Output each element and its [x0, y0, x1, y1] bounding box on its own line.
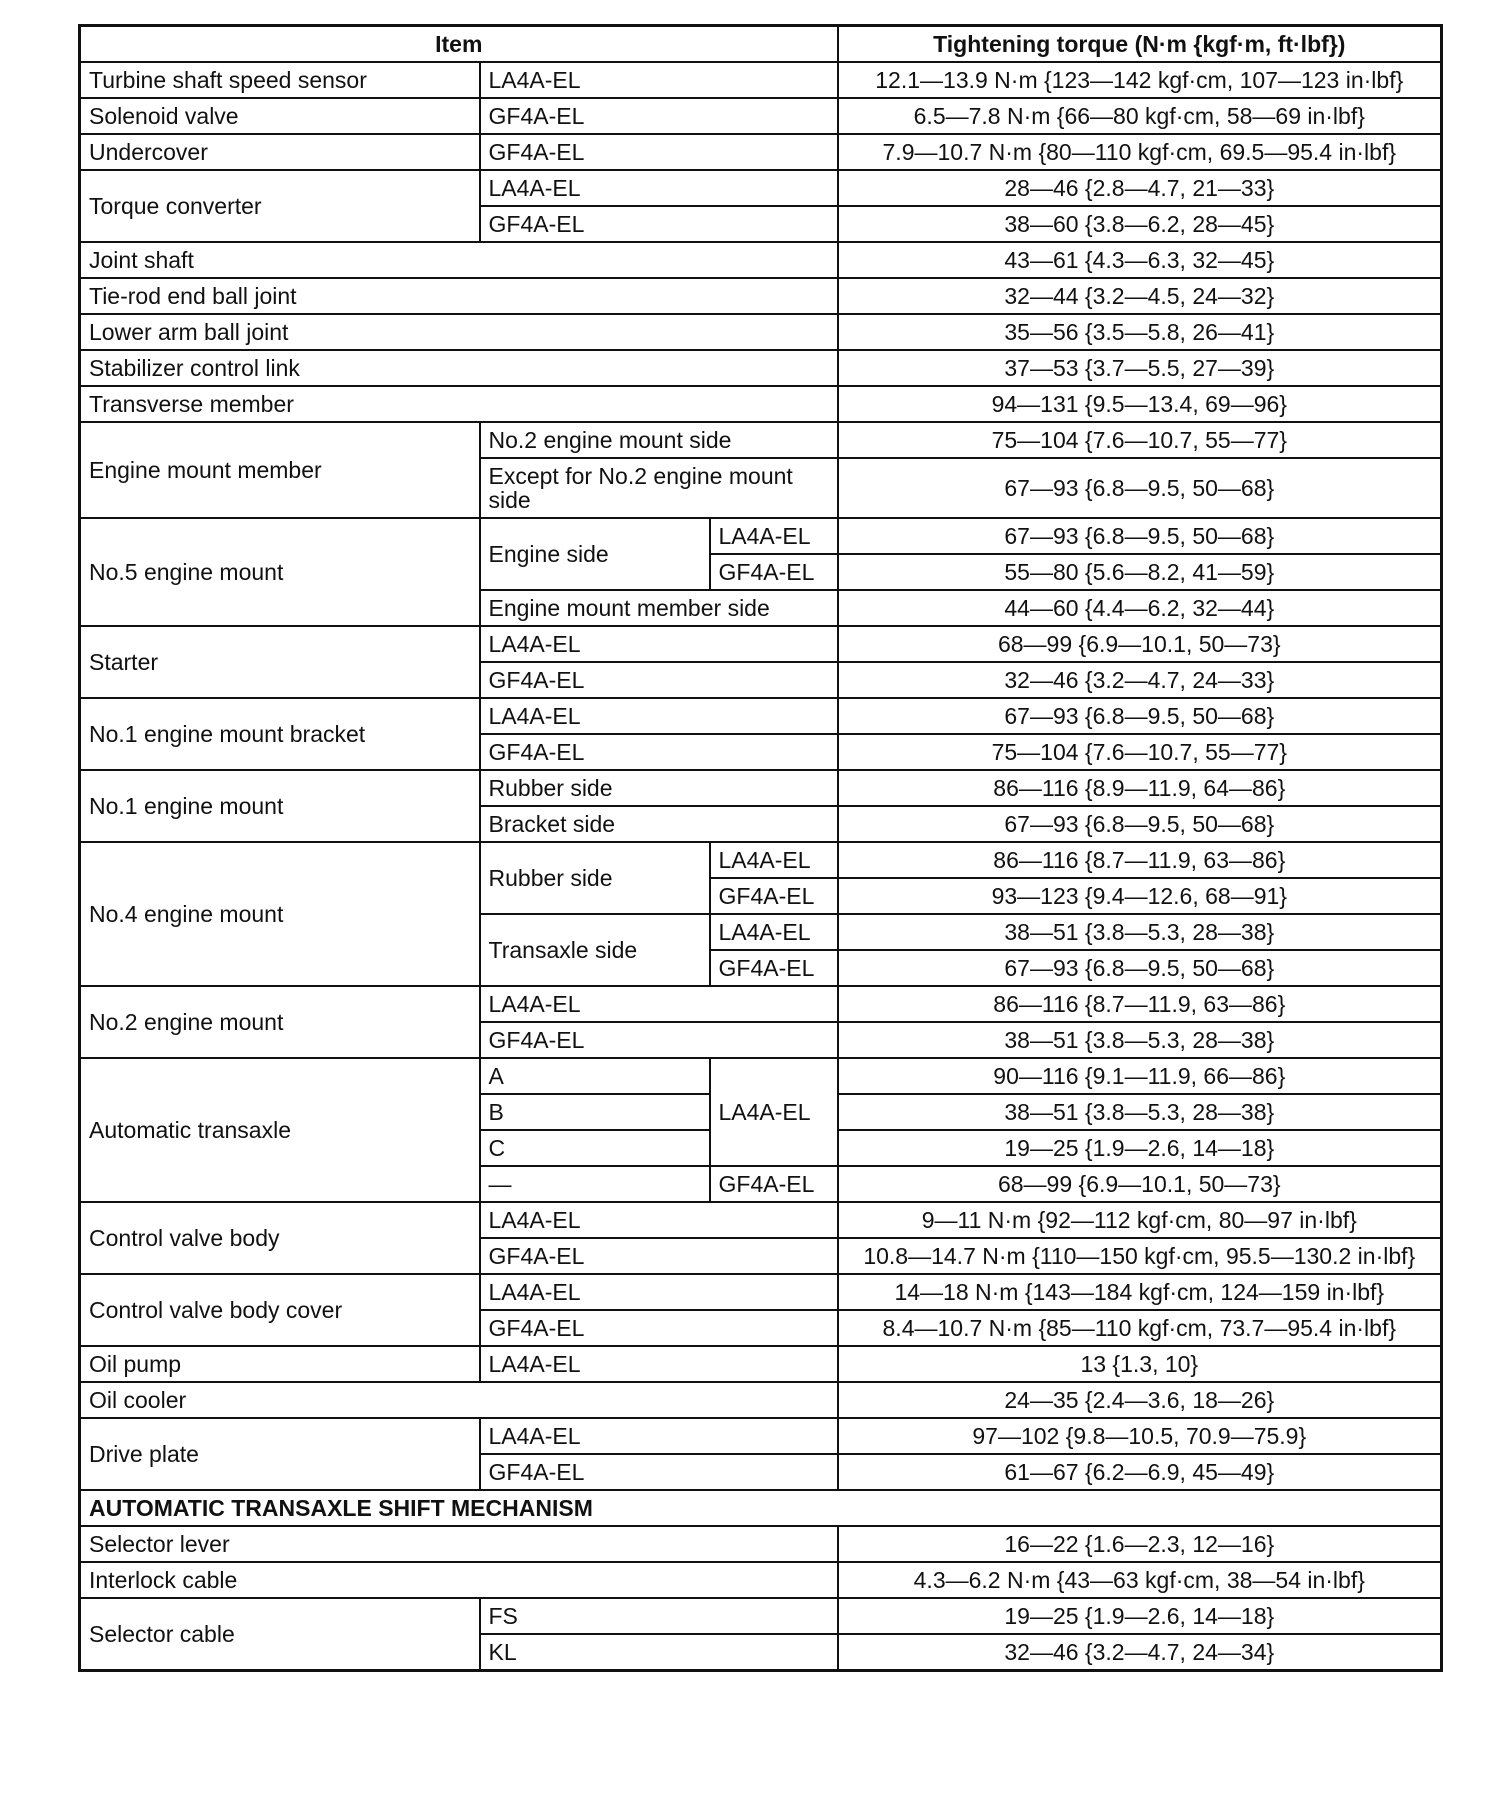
torque-value: 4.3—6.2 N·m {43—63 kgf·cm, 38—54 in·lbf}: [838, 1562, 1442, 1598]
torque-value: 16—22 {1.6—2.3, 12—16}: [838, 1526, 1442, 1562]
section-heading: AUTOMATIC TRANSAXLE SHIFT MECHANISM: [80, 1490, 1442, 1526]
torque-value: 32—44 {3.2—4.5, 24—32}: [838, 278, 1442, 314]
model-cell: GF4A-EL: [480, 734, 838, 770]
torque-value: 35—56 {3.5—5.8, 26—41}: [838, 314, 1442, 350]
model-cell: LA4A-EL: [480, 698, 838, 734]
torque-value: 75—104 {7.6—10.7, 55—77}: [838, 422, 1442, 458]
table-row: [80, 134, 1442, 170]
table-row: [80, 698, 1442, 734]
torque-value: 28—46 {2.8—4.7, 21—33}: [838, 170, 1442, 206]
table-row: [80, 1598, 1442, 1634]
model-cell: GF4A-EL: [480, 1310, 838, 1346]
item-cell: Tie-rod end ball joint: [80, 278, 838, 314]
model-cell: GF4A-EL: [480, 1238, 838, 1274]
table-row: [80, 842, 1442, 878]
model-cell: GF4A-EL: [480, 662, 838, 698]
table-row: [80, 1562, 1442, 1598]
model-cell: LA4A-EL: [480, 626, 838, 662]
table-row: [80, 1202, 1442, 1238]
item-cell: Undercover: [80, 134, 480, 170]
model-cell: LA4A-EL: [480, 1418, 838, 1454]
model-cell: LA4A-EL: [480, 1346, 838, 1382]
item-cell: No.4 engine mount: [80, 842, 480, 986]
torque-value: 38—51 {3.8—5.3, 28—38}: [838, 1022, 1442, 1058]
item-cell: Lower arm ball joint: [80, 314, 838, 350]
part-cell: Engine side: [480, 518, 710, 590]
torque-value: 44—60 {4.4—6.2, 32—44}: [838, 590, 1442, 626]
table-row: [80, 422, 1442, 458]
section-row: [80, 1490, 1442, 1526]
torque-value: 93—123 {9.4—12.6, 68—91}: [838, 878, 1442, 914]
model-cell: KL: [480, 1634, 838, 1671]
torque-value: 67—93 {6.8—9.5, 50—68}: [838, 518, 1442, 554]
table-header-row: [80, 26, 1442, 63]
torque-value: 61—67 {6.2—6.9, 45—49}: [838, 1454, 1442, 1490]
table-row: [80, 1382, 1442, 1418]
model-cell: GF4A-EL: [710, 1166, 838, 1202]
table-row: [80, 518, 1442, 554]
item-cell: No.2 engine mount: [80, 986, 480, 1058]
model-cell: LA4A-EL: [480, 986, 838, 1022]
item-cell: Control valve body cover: [80, 1274, 480, 1346]
torque-value: 90—116 {9.1—11.9, 66—86}: [838, 1058, 1442, 1094]
table-row: [80, 1274, 1442, 1310]
torque-value: 37—53 {3.7—5.5, 27—39}: [838, 350, 1442, 386]
table-row: [80, 386, 1442, 422]
torque-value: 97—102 {9.8—10.5, 70.9—75.9}: [838, 1418, 1442, 1454]
model-cell: LA4A-EL: [710, 518, 838, 554]
torque-value: 67—93 {6.8—9.5, 50—68}: [838, 806, 1442, 842]
part-cell: Except for No.2 engine mount side: [480, 458, 838, 518]
torque-table-sheet: [78, 24, 1440, 1672]
part-cell: Engine mount member side: [480, 590, 838, 626]
torque-value: 32—46 {3.2—4.7, 24—33}: [838, 662, 1442, 698]
model-cell: LA4A-EL: [480, 170, 838, 206]
torque-value: 43—61 {4.3—6.3, 32—45}: [838, 242, 1442, 278]
item-cell: Transverse member: [80, 386, 838, 422]
item-cell: Starter: [80, 626, 480, 698]
model-cell: LA4A-EL: [710, 1058, 838, 1166]
model-cell: GF4A-EL: [710, 878, 838, 914]
model-cell: GF4A-EL: [480, 1022, 838, 1058]
torque-value: 14—18 N·m {143—184 kgf·cm, 124—159 in·lbf}: [838, 1274, 1442, 1310]
part-cell: Rubber side: [480, 842, 710, 914]
torque-value: 67—93 {6.8—9.5, 50—68}: [838, 950, 1442, 986]
model-cell: LA4A-EL: [480, 1202, 838, 1238]
table-row: [80, 98, 1442, 134]
model-cell: GF4A-EL: [480, 98, 838, 134]
torque-value: 38—51 {3.8—5.3, 28—38}: [838, 914, 1442, 950]
model-cell: GF4A-EL: [480, 206, 838, 242]
model-cell: LA4A-EL: [480, 1274, 838, 1310]
item-cell: Automatic transaxle: [80, 1058, 480, 1202]
table-row: [80, 986, 1442, 1022]
torque-value: 8.4—10.7 N·m {85—110 kgf·cm, 73.7—95.4 in·lbf}: [838, 1310, 1442, 1346]
table-row: [80, 242, 1442, 278]
item-cell: Solenoid valve: [80, 98, 480, 134]
model-cell: LA4A-EL: [710, 842, 838, 878]
torque-value: 94—131 {9.5—13.4, 69—96}: [838, 386, 1442, 422]
item-cell: No.1 engine mount bracket: [80, 698, 480, 770]
torque-value: 75—104 {7.6—10.7, 55—77}: [838, 734, 1442, 770]
item-cell: Selector cable: [80, 1598, 480, 1671]
part-cell: A: [480, 1058, 710, 1094]
table-row: [80, 170, 1442, 206]
torque-value: 10.8—14.7 N·m {110—150 kgf·cm, 95.5—130.2 in·lbf}: [838, 1238, 1442, 1274]
torque-table: [78, 24, 1443, 1672]
torque-value: 86—116 {8.7—11.9, 63—86}: [838, 842, 1442, 878]
part-cell: Transaxle side: [480, 914, 710, 986]
table-row: [80, 626, 1442, 662]
table-row: [80, 350, 1442, 386]
table-row: [80, 1058, 1442, 1094]
model-cell: GF4A-EL: [480, 1454, 838, 1490]
model-cell: GF4A-EL: [710, 950, 838, 986]
table-row: [80, 1526, 1442, 1562]
table-row: [80, 62, 1442, 98]
part-cell: Bracket side: [480, 806, 838, 842]
item-cell: Engine mount member: [80, 422, 480, 518]
item-cell: Control valve body: [80, 1202, 480, 1274]
item-cell: Interlock cable: [80, 1562, 838, 1598]
torque-value: 38—60 {3.8—6.2, 28—45}: [838, 206, 1442, 242]
header-item: Item: [80, 26, 838, 63]
model-cell: LA4A-EL: [480, 62, 838, 98]
item-cell: Oil cooler: [80, 1382, 838, 1418]
torque-value: 7.9—10.7 N·m {80—110 kgf·cm, 69.5—95.4 in·lbf}: [838, 134, 1442, 170]
part-cell: Rubber side: [480, 770, 838, 806]
model-cell: FS: [480, 1598, 838, 1634]
table-row: [80, 1418, 1442, 1454]
table-row: [80, 278, 1442, 314]
table-row: [80, 1346, 1442, 1382]
item-cell: Joint shaft: [80, 242, 838, 278]
part-cell: C: [480, 1130, 710, 1166]
torque-value: 68—99 {6.9—10.1, 50—73}: [838, 626, 1442, 662]
item-cell: Stabilizer control link: [80, 350, 838, 386]
torque-value: 38—51 {3.8—5.3, 28—38}: [838, 1094, 1442, 1130]
item-cell: No.1 engine mount: [80, 770, 480, 842]
item-cell: No.5 engine mount: [80, 518, 480, 626]
item-cell: Torque converter: [80, 170, 480, 242]
torque-value: 9—11 N·m {92—112 kgf·cm, 80—97 in·lbf}: [838, 1202, 1442, 1238]
model-cell: GF4A-EL: [710, 554, 838, 590]
model-cell: LA4A-EL: [710, 914, 838, 950]
item-cell: Selector lever: [80, 1526, 838, 1562]
header-torque: Tightening torque (N·m {kgf·m, ft·lbf}): [838, 26, 1442, 63]
item-cell: Oil pump: [80, 1346, 480, 1382]
torque-value: 13 {1.3, 10}: [838, 1346, 1442, 1382]
torque-value: 19—25 {1.9—2.6, 14—18}: [838, 1130, 1442, 1166]
torque-value: 55—80 {5.6—8.2, 41—59}: [838, 554, 1442, 590]
torque-value: 19—25 {1.9—2.6, 14—18}: [838, 1598, 1442, 1634]
model-cell: GF4A-EL: [480, 134, 838, 170]
torque-value: 86—116 {8.9—11.9, 64—86}: [838, 770, 1442, 806]
torque-value: 12.1—13.9 N·m {123—142 kgf·cm, 107—123 in·lbf}: [838, 62, 1442, 98]
item-cell: Drive plate: [80, 1418, 480, 1490]
torque-value: 6.5—7.8 N·m {66—80 kgf·cm, 58—69 in·lbf}: [838, 98, 1442, 134]
torque-value: 67—93 {6.8—9.5, 50—68}: [838, 458, 1442, 518]
torque-value: 68—99 {6.9—10.1, 50—73}: [838, 1166, 1442, 1202]
torque-value: 32—46 {3.2—4.7, 24—34}: [838, 1634, 1442, 1671]
torque-value: 67—93 {6.8—9.5, 50—68}: [838, 698, 1442, 734]
torque-value: 86—116 {8.7—11.9, 63—86}: [838, 986, 1442, 1022]
part-cell: No.2 engine mount side: [480, 422, 838, 458]
part-cell: B: [480, 1094, 710, 1130]
table-row: [80, 770, 1442, 806]
torque-value: 24—35 {2.4—3.6, 18—26}: [838, 1382, 1442, 1418]
table-row: [80, 314, 1442, 350]
part-cell: —: [480, 1166, 710, 1202]
item-cell: Turbine shaft speed sensor: [80, 62, 480, 98]
